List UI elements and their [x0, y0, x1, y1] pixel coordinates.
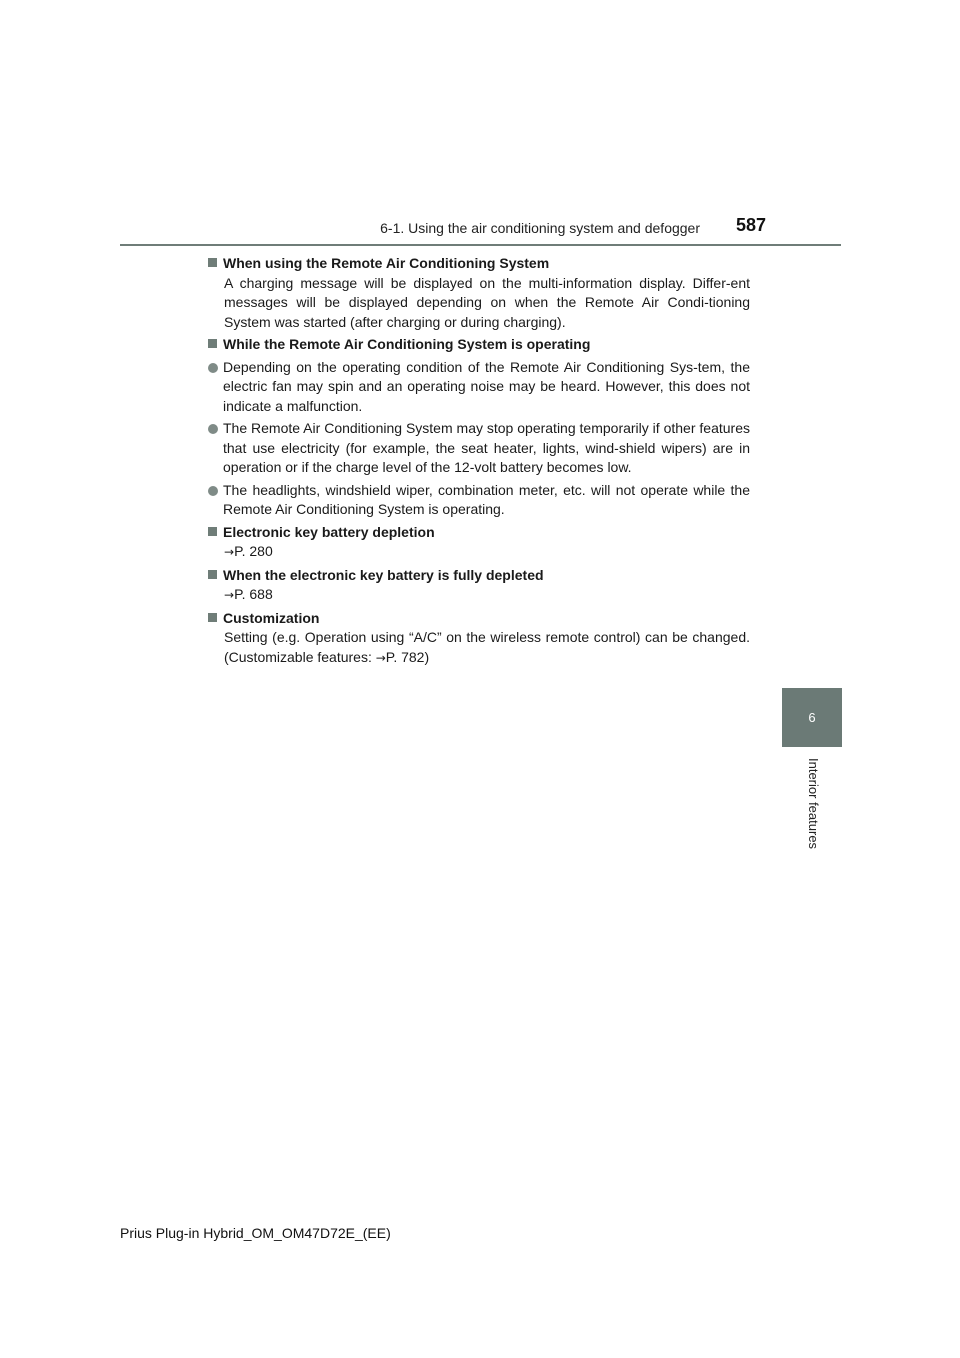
- page-reference-text[interactable]: P. 782): [385, 648, 430, 665]
- page-reference-text[interactable]: P. 280: [234, 543, 273, 559]
- list-item-text: Depending on the operating condition of the Remote Air Conditioning Sys-tem, the electric fan may spin and an operating noise may be heard. However, this does not indicate a malfunction.: [223, 358, 750, 414]
- section-heading-text: Electronic key battery depletion: [223, 523, 435, 540]
- section-key-battery-depletion: [208, 523, 750, 563]
- section-remote-ac-operating: [208, 335, 750, 520]
- section-heading: [208, 523, 750, 543]
- section-customization: [208, 609, 750, 669]
- section-heading: [208, 335, 750, 355]
- list-item: [208, 358, 750, 417]
- circle-bullet-icon: [208, 363, 218, 373]
- circle-bullet-icon: [208, 486, 218, 496]
- section-heading: [208, 566, 750, 586]
- arrow-right-icon: →: [224, 545, 235, 559]
- circle-bullet-icon: [208, 424, 218, 434]
- page-number: 587: [736, 215, 767, 235]
- list-item: [208, 481, 750, 520]
- list-item-text: The headlights, windshield wiper, combination meter, etc. will not operate while the Remote Air Conditioning System is operating.: [223, 481, 750, 517]
- chapter-tab: [782, 688, 842, 747]
- section-heading-text: When the electronic key battery is fully depleted: [223, 566, 544, 583]
- square-bullet-icon: [208, 339, 217, 348]
- running-header-title: 6-1. Using the air conditioning system and defogger: [380, 220, 700, 236]
- list-item-text: The Remote Air Conditioning System may stop operating temporarily if other features that use electricity (for example, the seat heater, lights, wind-shield wipers) are in operation or if the charge level of the 12-volt battery becomes low.: [223, 420, 750, 475]
- section-heading: [208, 609, 750, 629]
- arrow-right-icon: →: [224, 588, 235, 602]
- page-reference[interactable]: [208, 585, 750, 606]
- square-bullet-icon: [208, 258, 217, 267]
- square-bullet-icon: [208, 613, 217, 622]
- page-reference-text[interactable]: P. 688: [234, 586, 273, 602]
- chapter-label: Interior features: [806, 758, 821, 850]
- section-heading: [208, 254, 750, 274]
- section-heading-text: While the Remote Air Conditioning System is operating: [223, 336, 591, 352]
- section-heading-text: When using the Remote Air Conditioning System: [223, 255, 550, 271]
- page-content: [208, 254, 750, 671]
- square-bullet-icon: [208, 527, 217, 536]
- chapter-number: 6: [808, 710, 816, 725]
- square-bullet-icon: [208, 570, 217, 579]
- section-body: [208, 628, 750, 668]
- section-remote-ac-usage: [208, 254, 750, 332]
- body-text: Setting (e.g. Operation using “A/C” on the wireless remote control) can be changed. (Customizable features:: [224, 629, 750, 665]
- arrow-right-icon: →: [375, 650, 386, 665]
- section-body: A charging message will be displayed on the multi-information display. Differ-ent messages will be displayed depending on when the Remote Air Condi-tioning System was started (after charging or during charging).: [224, 274, 750, 330]
- page-reference[interactable]: [208, 542, 750, 563]
- header-divider: [120, 244, 841, 246]
- section-heading-text: Customization: [223, 609, 320, 626]
- list-item: [208, 419, 750, 478]
- footer-document-id: Prius Plug-in Hybrid_OM_OM47D72E_(EE): [120, 1225, 391, 1241]
- section-key-battery-depleted: [208, 566, 750, 606]
